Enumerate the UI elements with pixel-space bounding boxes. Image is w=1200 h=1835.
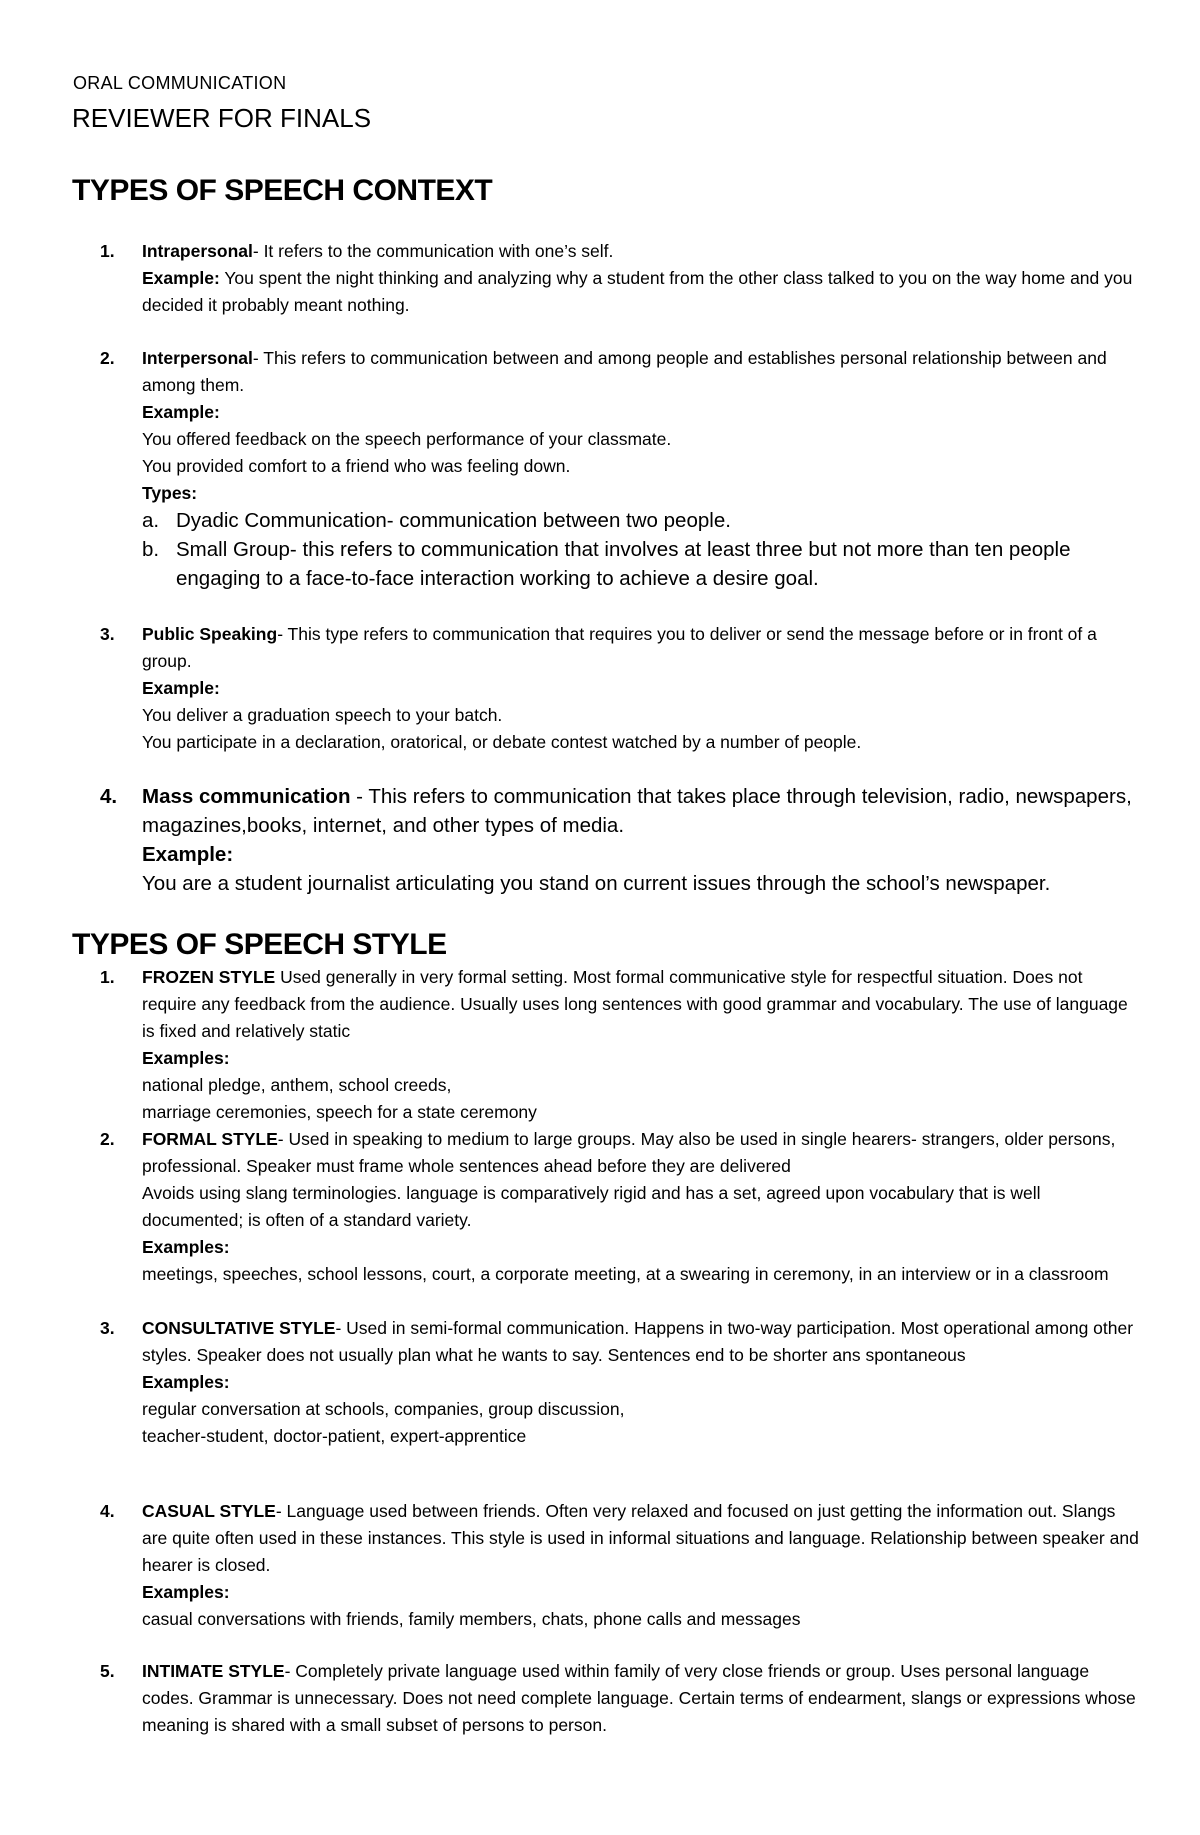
example-text: You participate in a declaration, oratorical, or debate contest watched by a number of people. (142, 732, 862, 752)
examples-label: Examples: (142, 1582, 230, 1602)
item-number: 5. (100, 1661, 115, 1681)
example-text: casual conversations with friends, family members, chats, phone calls and messages (142, 1609, 801, 1629)
examples-label: Examples: (142, 1237, 230, 1257)
item-description: - Used in speaking to medium to large groups. May also be used in single hearers- strangers, older persons, professional. Speaker must frame whole sentences ahead before they are delivered (142, 1129, 1116, 1176)
example-text: regular conversation at schools, companies, group discussion, (142, 1399, 625, 1419)
sub-list-item (142, 535, 1140, 593)
examples-label: Examples: (142, 1048, 230, 1068)
item-number: 1. (100, 967, 115, 987)
sub-item-letter: b. (142, 538, 160, 561)
list-item (100, 782, 1140, 898)
example-text: meetings, speeches, school lessons, court, a corporate meeting, at a swearing in ceremony, in an interview or in a classroom (142, 1264, 1109, 1284)
item-number: 4. (100, 785, 118, 808)
list-item (100, 1126, 1140, 1288)
example-text: You provided comfort to a friend who was feeling down. (142, 456, 571, 476)
sub-item-letter: a. (142, 509, 160, 532)
example-label: Example: (142, 268, 220, 288)
item-term: Mass communication (142, 785, 351, 808)
item-description: - It refers to the communication with one’s self. (252, 241, 614, 261)
reviewer-subtitle: REVIEWER FOR FINALS (72, 103, 372, 133)
item-description: - Language used between friends. Often very relaxed and focused on just getting the information out. Slangs are quite often used in these instances. This style is used in informal situations and language. Relationship between speaker and hearer is closed. (142, 1501, 1139, 1575)
course-title: ORAL COMMUNICATION (73, 73, 287, 93)
item-number: 3. (100, 624, 115, 644)
item-description: Used generally in very formal setting. Most formal communicative style for respectful situation. Does not require any feedback from the audience. Usually uses long sentences with good grammar and vocabulary. The use of language is fixed and relatively static (142, 967, 1128, 1041)
section-heading-speech-context: TYPES OF SPEECH CONTEXT (72, 174, 493, 207)
section-heading-speech-style: TYPES OF SPEECH STYLE (72, 928, 447, 961)
examples-label: Examples: (142, 1372, 230, 1392)
example-text: national pledge, anthem, school creeds, (142, 1075, 452, 1095)
example-text: You are a student journalist articulating you stand on current issues through the school’s newspaper. (142, 872, 1051, 895)
list-item (100, 1498, 1140, 1633)
sub-list-item (142, 506, 1140, 535)
item-number: 3. (100, 1318, 115, 1338)
item-term: CASUAL STYLE (142, 1501, 276, 1521)
item-term: FROZEN STYLE (142, 967, 276, 987)
item-description: - Used in semi-formal communication. Happens in two-way participation. Most operational among other styles. Speaker does not usually plan what he wants to say. Sentences end to be shorter ans spontaneous (142, 1318, 1134, 1365)
item-term: Interpersonal (142, 348, 253, 368)
item-number: 2. (100, 1129, 115, 1149)
list-item (100, 345, 1140, 593)
example-text: You deliver a graduation speech to your batch. (142, 705, 503, 725)
sub-item-text: Dyadic Communication- communication between two people. (176, 509, 731, 532)
item-number: 2. (100, 348, 115, 368)
item-description: - This refers to communication between and among people and establishes personal relationship between and among them. (142, 348, 1107, 395)
example-label: Example: (142, 843, 234, 866)
item-term: FORMAL STYLE (142, 1129, 278, 1149)
list-item (100, 1315, 1140, 1450)
item-number: 4. (100, 1501, 115, 1521)
item-term: CONSULTATIVE STYLE (142, 1318, 336, 1338)
list-item (100, 238, 1140, 319)
example-text: You offered feedback on the speech performance of your classmate. (142, 429, 672, 449)
item-term: INTIMATE STYLE (142, 1661, 285, 1681)
item-description-continued: Avoids using slang terminologies. language is comparatively rigid and has a set, agreed upon vocabulary that is well documented; is often of a standard variety. (142, 1183, 1041, 1230)
item-term: Public Speaking (142, 624, 278, 644)
list-item (100, 621, 1140, 756)
item-description: - Completely private language used within family of very close friends or group. Uses personal language codes. Grammar is unnecessary. Does not need complete language. Certain terms of endearment, slangs or expressions whose meaning is shared with a small subset of persons to person. (142, 1661, 1136, 1735)
item-number: 1. (100, 241, 115, 261)
list-item (100, 964, 1140, 1126)
example-text: You spent the night thinking and analyzing why a student from the other class talked to you on the way home and you decided it probably meant nothing. (142, 268, 1133, 315)
item-description: - This refers to communication that takes place through television, radio, newspapers, magazines,books, internet, and other types of media. (142, 785, 1132, 837)
example-text: teacher-student, doctor-patient, expert-apprentice (142, 1426, 527, 1446)
item-term: Intrapersonal (142, 241, 253, 261)
types-label: Types: (142, 483, 198, 503)
example-label: Example: (142, 402, 220, 422)
example-text: marriage ceremonies, speech for a state ceremony (142, 1102, 537, 1122)
sub-item-text: Small Group- this refers to communication that involves at least three but not more than ten people engaging to a face-to-face interaction working to achieve a desire goal. (176, 538, 1071, 590)
example-label: Example: (142, 678, 220, 698)
list-item (100, 1658, 1140, 1739)
item-description: - This type refers to communication that requires you to deliver or send the message before or in front of a group. (142, 624, 1097, 671)
